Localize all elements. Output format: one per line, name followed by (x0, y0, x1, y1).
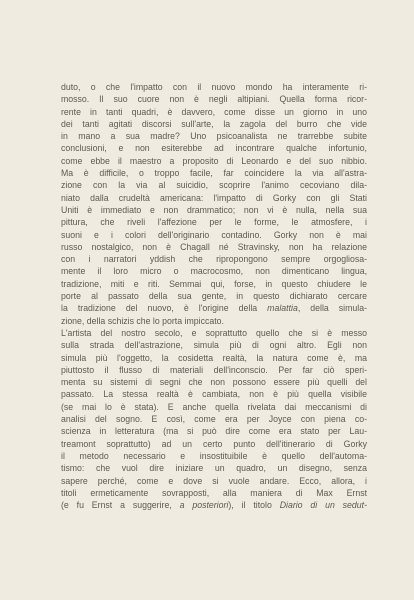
text-line (61, 438, 367, 450)
italic-text: malattia (267, 303, 298, 314)
text-line (61, 425, 367, 437)
text-line (61, 216, 367, 228)
text-segment: sapere perché, come e dove si vuole andare. Ecco, allora, i (61, 475, 367, 486)
text-segment: suoni e i colori dell'originario contadino. Gorky non è mai (61, 229, 367, 240)
text-line (61, 475, 367, 487)
text-segment: L'artista del nostro secolo, e soprattutto quello che si è messo (61, 327, 367, 338)
text-line (61, 315, 367, 327)
text-line (61, 192, 367, 204)
text-segment: analisi del sogno. E così, come era per Joyce con piena co- (61, 414, 367, 425)
text-line (61, 352, 367, 364)
text-segment: Uniti è immediato e non drammatico; non vi è nulla, nella sua (61, 204, 367, 215)
text-line (61, 462, 367, 474)
text-segment: sulla strada dell'astrazione, simula più di ogni altro. Egli non (61, 340, 367, 351)
text-line (61, 155, 367, 167)
text-segment: con i narratori yddish che ripropongono sempre orgogliosa- (61, 254, 367, 265)
text-segment: zione, della schizis che lo porta impiccato. (61, 315, 224, 326)
text-segment: menta su sistemi di segni che non possono essere più quelli del (61, 377, 367, 388)
text-segment: scienza in letteratura (ma si può dire come era stato per Lau- (61, 426, 367, 437)
text-line (61, 499, 367, 511)
text-segment: conclusioni, e non esiterebbe ad incontrare qualche infortunio, (61, 143, 367, 154)
text-segment: la tradizione del nuovo, è l'origine della (61, 303, 268, 314)
text-line (61, 142, 367, 154)
italic-text: Diario di un sedut- (279, 500, 367, 511)
text-line (61, 265, 367, 277)
text-line (61, 364, 367, 376)
text-line (61, 93, 367, 105)
text-line (61, 388, 367, 400)
text-segment: tradizione, miti e riti. Semmai qui, forse, in questo chiudere le (61, 278, 367, 289)
text-line (61, 487, 367, 499)
text-line (61, 204, 367, 216)
text-line (61, 450, 367, 462)
text-line (61, 290, 367, 302)
text-line (61, 179, 367, 191)
text-segment: Ma è difficile, o troppo facile, far coincidere la via all'astra- (61, 168, 367, 179)
text-segment: come ebbe il maestro a proposito di Leonardo e del suo nibbio. (61, 155, 367, 166)
text-segment: mente il loro micro o macrocosmo, non dimenticano lingua, (61, 266, 367, 277)
text-segment: in mano a sua madre? Uno psicoanalista ne trarrebbe subite (61, 131, 367, 142)
text-segment: dei tanti agitati discorsi sull'arte, la zagola del burro che vide (61, 118, 367, 129)
text-line (61, 339, 367, 351)
text-segment: porte al passato della sua gente, in questo dichiarato cercare (61, 291, 367, 302)
text-segment: niato dalla crudeltà americana: l'impatto di Gorky con gli Stati (61, 192, 367, 203)
body-text (61, 81, 367, 511)
text-segment: , della simula- (297, 303, 367, 314)
text-line (61, 118, 367, 130)
text-segment: mosso. Il suo cuore non è negli altipiani. Quella forma ricor- (61, 94, 367, 105)
text-line (61, 130, 367, 142)
text-segment: titoli ermeticamente sovrapposti, alla maniera di Max Ernst (61, 487, 367, 498)
text-segment: ), il titolo (228, 500, 280, 511)
text-segment: duto, o che l'impatto con il nuovo mondo ha interamente ri- (61, 82, 367, 92)
text-segment: russo nostalgico, non è Chagall né Stravinsky, non ha relazione (61, 241, 367, 252)
text-segment: zione con la via al suicidio, scoprire l'animo cecoviano dila- (61, 180, 367, 191)
text-segment: il metodo necessario e insostituibile è quello dell'automa- (61, 450, 367, 461)
text-segment: (e fu Ernst a suggerire, (61, 500, 180, 511)
text-line (61, 376, 367, 388)
text-line (61, 167, 367, 179)
paragraph-2 (61, 327, 367, 511)
text-segment: (se mai lo è stata). E anche quella rivelata dai meccanismi di (61, 401, 367, 412)
italic-text: a posteriori (179, 500, 229, 511)
text-line (61, 302, 367, 314)
text-line (61, 278, 367, 290)
text-segment: simula più l'oggetto, la cosidetta realtà, la natura come è, ma (61, 352, 367, 363)
text-line (61, 401, 367, 413)
text-line (61, 106, 367, 118)
text-segment: treamont soprattutto) ad un certo punto dell'itinerario di Gorky (61, 438, 367, 449)
text-segment: tismo: che vuol dire iniziare un quadro, un disegno, senza (61, 463, 367, 474)
text-segment: passato. La stessa realtà è cambiata, non è più quella visibile (61, 389, 367, 400)
text-segment: pittura, che riveli l'affezione per le forme, le atmosfere, i (61, 217, 367, 228)
text-line (61, 241, 367, 253)
text-segment: rente in tanti quadri, è davvero, come disse un giorno in uno (61, 106, 367, 117)
text-line (61, 413, 367, 425)
text-line (61, 229, 367, 241)
text-segment: piuttosto il flusso di materiali dell'inconscio. Per far ciò speri- (61, 364, 367, 375)
text-line (61, 327, 367, 339)
text-line (61, 253, 367, 265)
text-line (61, 81, 367, 93)
paragraph-1 (61, 81, 367, 327)
